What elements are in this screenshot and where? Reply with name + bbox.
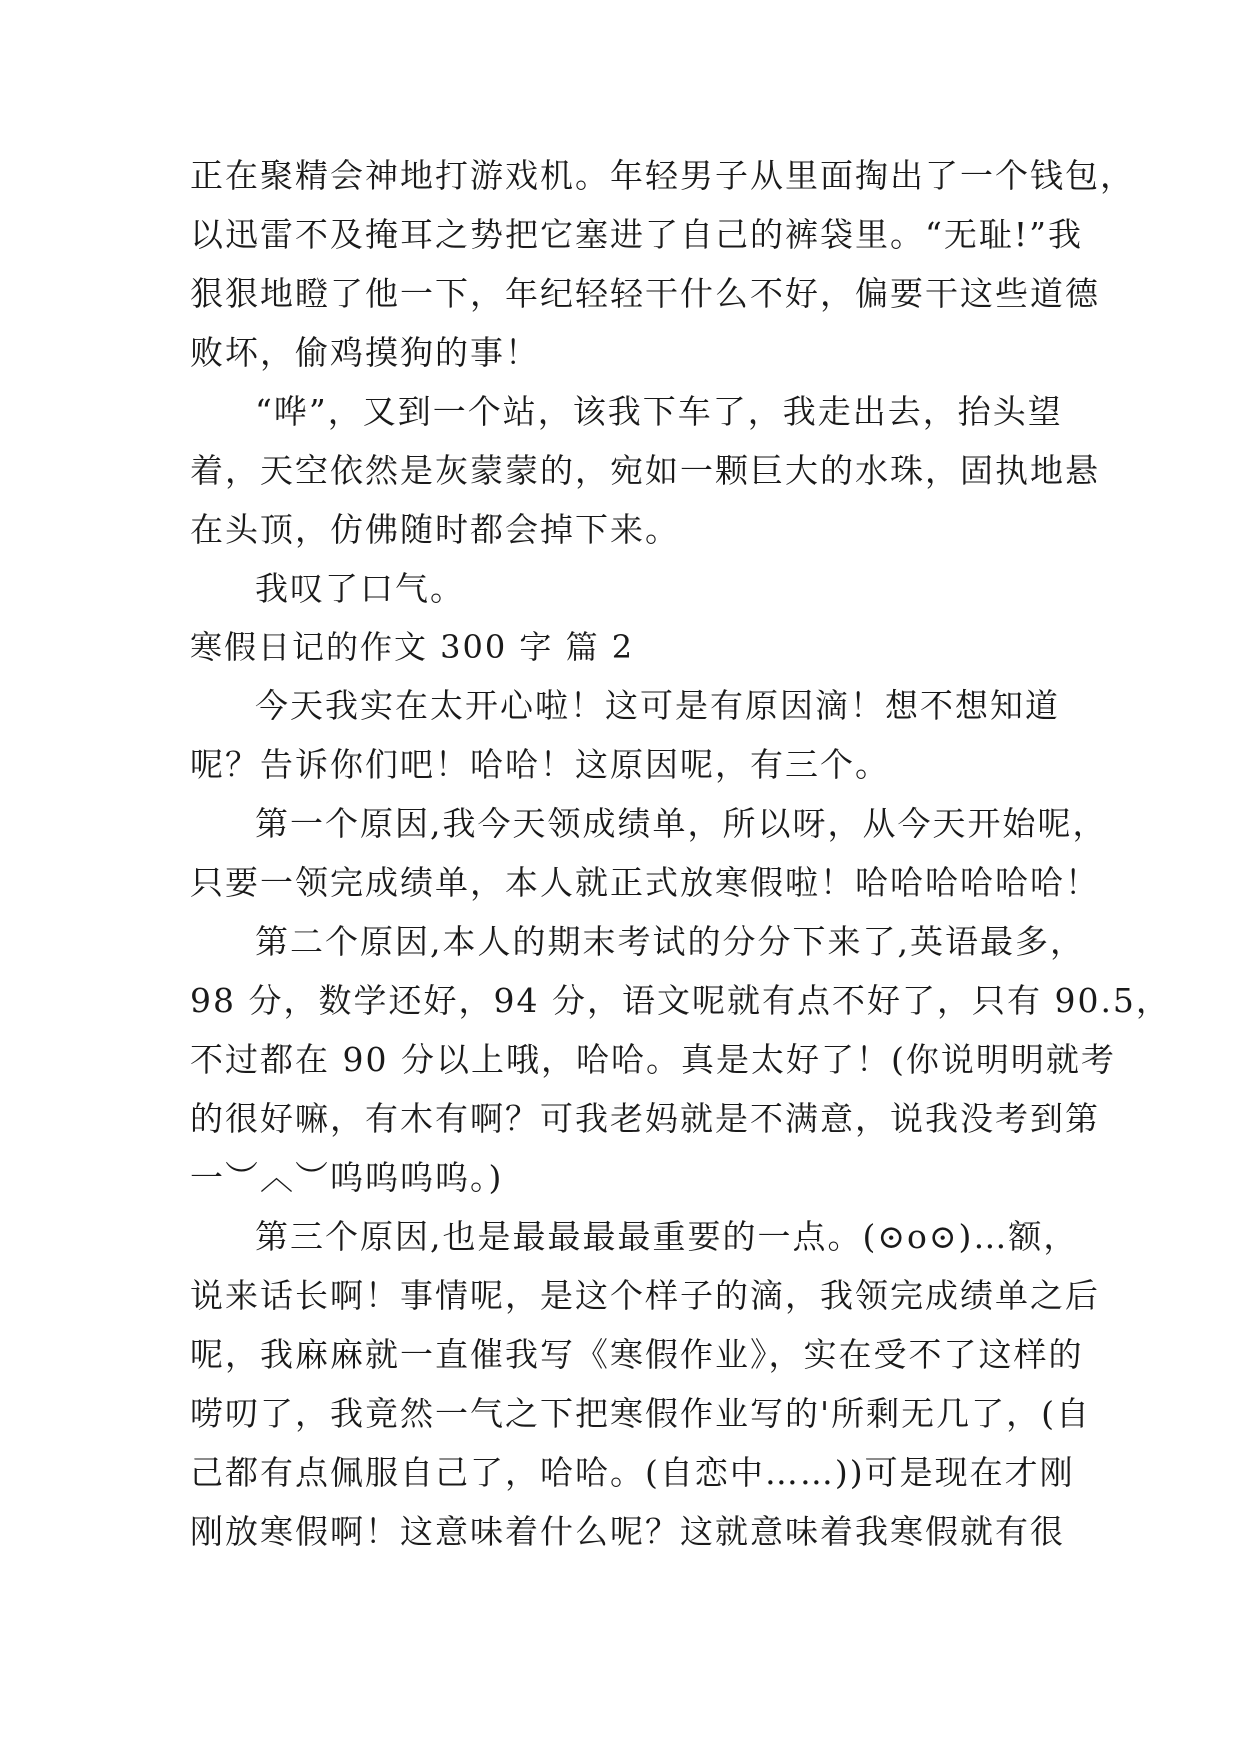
text-line-21: 呢，我麻麻就一直催我写《寒假作业》，实在受不了这样的 [190,1335,1084,1374]
text-line-16: 不过都在 90 分以上哦，哈哈。真是太好了！(你说明明就考 [190,1040,1116,1079]
text-line-3: 狠狠地瞪了他一下，年纪轻轻干什么不好，偏要干这些道德 [190,274,1100,313]
text-line-12: 第一个原因,我今天领成绩单，所以呀，从今天开始呢， [255,804,1108,843]
text-line-20: 说来话长啊！事情呢，是这个样子的滴，我领完成绩单之后 [190,1276,1100,1315]
text-line-7: 在头顶，仿佛随时都会掉下来。 [190,510,680,549]
text-line-23: 己都有点佩服自己了，哈哈。(自恋中……))可是现在才刚 [190,1453,1075,1492]
text-line-14: 第二个原因,本人的期末考试的分分下来了,英语最多， [255,922,1085,961]
text-line-5: “哗”，又到一个站，该我下车了，我走出去，抬头望 [255,392,1063,431]
text-line-2: 以迅雷不及掩耳之势把它塞进了自己的裤袋里。“无耻!”我 [190,215,1084,254]
text-line-8: 我叹了口气。 [255,569,465,608]
text-line-22: 唠叨了，我竟然一气之下把寒假作业写的'所剩无几了，(自 [190,1394,1091,1433]
text-line-10: 今天我实在太开心啦！这可是有原因滴！想不想知道 [255,686,1060,725]
text-line-4: 败坏，偷鸡摸狗的事！ [190,333,540,372]
text-line-13: 只要一领完成绩单，本人就正式放寒假啦！哈哈哈哈哈哈！ [190,863,1100,902]
text-line-18: 一︶︿︶呜呜呜呜。) [190,1158,504,1197]
text-line-11: 呢？告诉你们吧！哈哈！这原因呢，有三个。 [190,745,890,784]
text-line-1: 正在聚精会神地打游戏机。年轻男子从里面掏出了一个钱包， [190,156,1135,195]
text-line-24: 刚放寒假啊！这意味着什么呢？这就意味着我寒假就有很 [190,1512,1065,1551]
section-heading: 寒假日记的作文 300 字 篇 2 [190,628,635,666]
text-line-17: 的很好嘛，有木有啊？可我老妈就是不满意，说我没考到第 [190,1099,1100,1138]
text-line-19: 第三个原因,也是最最最最重要的一点。(⊙o⊙)…额， [255,1217,1079,1256]
text-line-15: 98 分，数学还好，94 分，语文呢就有点不好了，只有 90.5， [190,981,1171,1020]
text-line-6: 着，天空依然是灰蒙蒙的，宛如一颗巨大的水珠，固执地悬 [190,451,1100,490]
